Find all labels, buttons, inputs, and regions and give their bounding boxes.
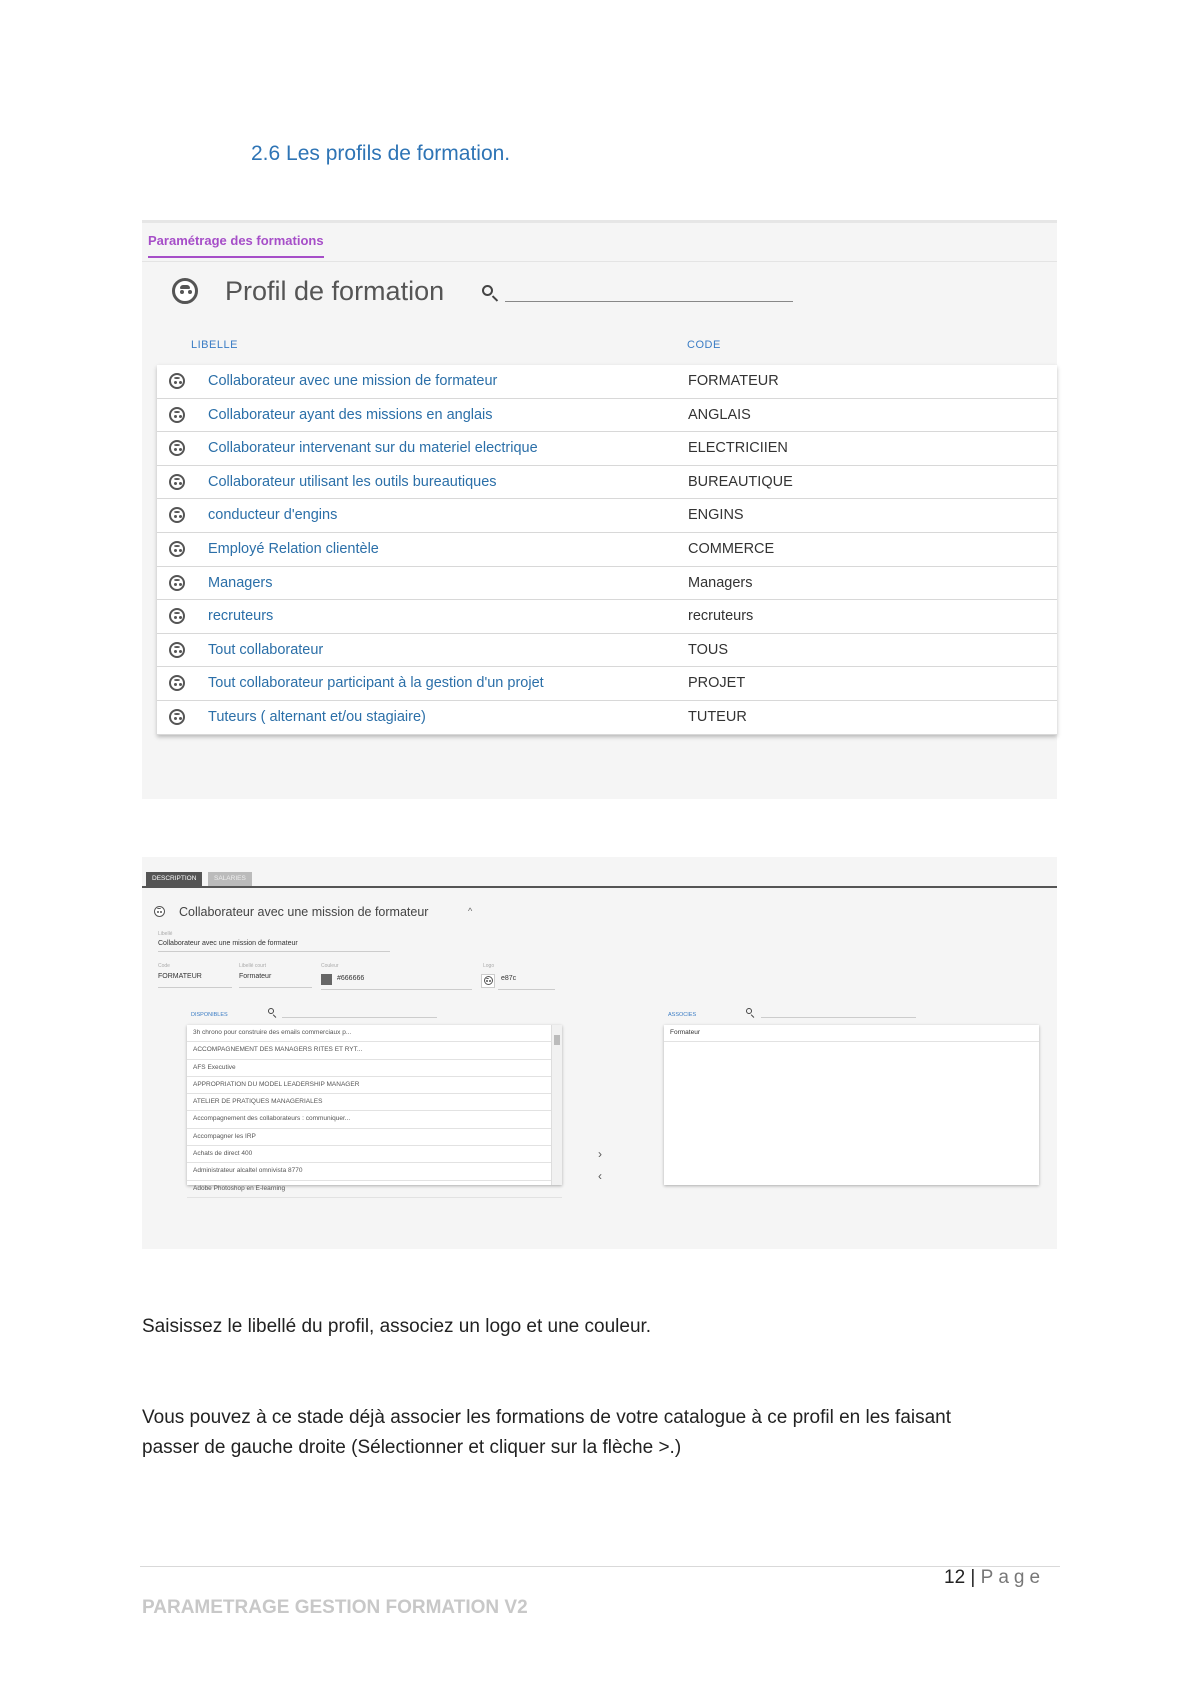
table-row[interactable] bbox=[157, 634, 1057, 668]
table-row[interactable] bbox=[157, 701, 1057, 735]
libelle-court-label: Libellé court bbox=[239, 963, 266, 969]
table-row[interactable] bbox=[157, 667, 1057, 701]
row-libelle[interactable]: conducteur d'engins bbox=[208, 507, 338, 524]
libelle-court-underline bbox=[239, 987, 312, 988]
page-number-value: 12 bbox=[944, 1567, 966, 1588]
page-number bbox=[944, 1567, 1045, 1589]
column-header-libelle[interactable]: LIBELLE bbox=[191, 339, 238, 351]
face-icon bbox=[169, 507, 185, 523]
disponibles-list[interactable] bbox=[187, 1025, 562, 1192]
row-libelle[interactable]: Tout collaborateur bbox=[208, 641, 324, 658]
face-icon bbox=[169, 575, 185, 591]
list-item[interactable]: Adobe Photoshop en E-learning bbox=[187, 1181, 562, 1198]
logo-underline bbox=[498, 989, 555, 990]
profile-table bbox=[157, 365, 1057, 735]
list-item[interactable]: Formateur bbox=[664, 1025, 1039, 1042]
face-icon bbox=[169, 373, 185, 389]
row-libelle[interactable]: recruteurs bbox=[208, 608, 274, 625]
face-icon bbox=[169, 440, 185, 456]
footer-title: PARAMETRAGE GESTION FORMATION V2 bbox=[142, 1597, 528, 1618]
table-row[interactable] bbox=[157, 567, 1057, 601]
row-code: BUREAUTIQUE bbox=[688, 473, 793, 490]
footer-divider bbox=[140, 1566, 1060, 1567]
move-right-button[interactable]: › bbox=[598, 1147, 602, 1161]
list-item[interactable]: ACCOMPAGNEMENT DES MANAGERS RITES ET RYT... bbox=[187, 1042, 562, 1059]
profile-face-icon bbox=[154, 906, 165, 917]
couleur-label: Couleur bbox=[321, 963, 339, 969]
row-libelle[interactable]: Collaborateur utilisant les outils bureautiques bbox=[208, 473, 497, 490]
column-header-code[interactable]: CODE bbox=[687, 339, 721, 351]
disponibles-search-input[interactable] bbox=[282, 1017, 437, 1018]
search-icon[interactable] bbox=[746, 1008, 752, 1014]
list-item[interactable]: Accompagner les IRP bbox=[187, 1129, 562, 1146]
row-code: TUTEUR bbox=[688, 708, 747, 725]
row-libelle[interactable]: Employé Relation clientèle bbox=[208, 540, 379, 557]
instruction-paragraph-line1: Vous pouvez à ce stade déjà associer les formations de votre catalogue à ce profil en les faisant bbox=[142, 1407, 952, 1428]
list-item[interactable]: Accompagnement des collaborateurs : communiquer... bbox=[187, 1111, 562, 1128]
libelle-court-field[interactable]: Formateur bbox=[239, 973, 272, 980]
search-icon[interactable] bbox=[268, 1008, 274, 1014]
tab-divider bbox=[142, 261, 1057, 262]
row-libelle[interactable]: Collaborateur ayant des missions en anglais bbox=[208, 406, 493, 423]
face-icon bbox=[169, 675, 185, 691]
page-title: Profil de formation bbox=[225, 276, 445, 306]
code-label: Code bbox=[158, 963, 170, 969]
detail-title: Collaborateur avec une mission de formateur bbox=[179, 905, 429, 919]
row-libelle[interactable]: Managers bbox=[208, 574, 273, 591]
logo-field[interactable]: e87c bbox=[501, 975, 517, 982]
table-row[interactable] bbox=[157, 399, 1057, 433]
libelle-label: Libellé bbox=[158, 931, 173, 937]
couleur-underline bbox=[321, 989, 472, 990]
associes-search-input[interactable] bbox=[761, 1017, 916, 1018]
face-icon bbox=[169, 608, 185, 624]
associes-list[interactable] bbox=[664, 1025, 1039, 1185]
profile-list-screenshot bbox=[142, 220, 1057, 799]
row-code: TOUS bbox=[688, 641, 729, 658]
row-libelle[interactable]: Tuteurs ( alternant et/ou stagiaire) bbox=[208, 708, 426, 725]
scrollbar-thumb[interactable] bbox=[554, 1035, 560, 1045]
row-code: ELECTRICIIEN bbox=[688, 440, 788, 457]
profile-face-icon bbox=[172, 278, 198, 304]
table-row[interactable] bbox=[157, 365, 1057, 399]
tab-parametrage-formations[interactable]: Paramétrage des formations bbox=[148, 233, 324, 258]
list-item[interactable]: 3h chrono pour construire des emails commerciaux p... bbox=[187, 1025, 562, 1042]
libelle-field[interactable]: Collaborateur avec une mission de formateur bbox=[158, 940, 298, 947]
table-row[interactable] bbox=[157, 533, 1057, 567]
couleur-field[interactable]: #666666 bbox=[337, 975, 365, 982]
table-row[interactable] bbox=[157, 499, 1057, 533]
list-item[interactable]: Achats de direct 400 bbox=[187, 1146, 562, 1163]
row-code: ANGLAIS bbox=[688, 406, 751, 423]
face-icon bbox=[169, 642, 185, 658]
color-swatch[interactable] bbox=[321, 974, 332, 985]
row-libelle[interactable]: Collaborateur intervenant sur du materiel electrique bbox=[208, 440, 538, 457]
row-code: PROJET bbox=[688, 675, 746, 692]
row-code: COMMERCE bbox=[688, 540, 775, 557]
tab-description[interactable]: DESCRIPTION bbox=[146, 872, 202, 886]
row-code: Managers bbox=[688, 574, 753, 591]
tab-divider bbox=[142, 886, 1057, 888]
instruction-paragraph: Saisissez le libellé du profil, associez un logo et une couleur. bbox=[142, 1316, 652, 1337]
scrollbar[interactable] bbox=[551, 1025, 562, 1185]
tab-salaries[interactable]: SALARIES bbox=[208, 872, 252, 886]
table-row[interactable] bbox=[157, 432, 1057, 466]
row-code: ENGINS bbox=[688, 507, 744, 524]
row-libelle[interactable]: Tout collaborateur participant à la gestion d'un projet bbox=[208, 675, 544, 692]
libelle-underline bbox=[158, 951, 390, 952]
table-row[interactable] bbox=[157, 466, 1057, 500]
section-title: 2.6 Les profils de formation. bbox=[251, 142, 511, 165]
code-field[interactable]: FORMATEUR bbox=[158, 973, 202, 980]
face-icon bbox=[169, 407, 185, 423]
face-icon bbox=[484, 976, 493, 985]
move-left-button[interactable]: ‹ bbox=[598, 1169, 602, 1183]
search-icon[interactable] bbox=[482, 285, 493, 296]
list-item[interactable]: APPROPRIATION DU MODEL LEADERSHIP MANAGER bbox=[187, 1077, 562, 1094]
associes-header: ASSOCIES bbox=[668, 1012, 697, 1018]
search-input[interactable] bbox=[505, 301, 793, 302]
list-item[interactable]: AFS Executive bbox=[187, 1060, 562, 1077]
row-libelle[interactable]: Collaborateur avec une mission de formateur bbox=[208, 373, 498, 389]
page-separator: | bbox=[970, 1567, 976, 1588]
row-code: FORMATEUR bbox=[688, 373, 779, 389]
page-word: Page bbox=[980, 1567, 1046, 1588]
face-icon bbox=[169, 541, 185, 557]
logo-label: Logo bbox=[483, 963, 495, 969]
face-icon bbox=[169, 709, 185, 725]
row-code: recruteurs bbox=[688, 608, 754, 625]
chevron-up-icon[interactable]: ^ bbox=[468, 906, 473, 916]
disponibles-header: DISPONIBLES bbox=[191, 1012, 228, 1018]
list-item[interactable]: ATELIER DE PRATIQUES MANAGERIALES bbox=[187, 1094, 562, 1111]
table-row[interactable] bbox=[157, 600, 1057, 634]
instruction-paragraph-line2: passer de gauche droite (Sélectionner et cliquer sur la flèche >.) bbox=[142, 1437, 682, 1458]
profile-detail-screenshot bbox=[142, 857, 1057, 1249]
code-underline bbox=[158, 987, 232, 988]
face-icon bbox=[169, 474, 185, 490]
list-item[interactable]: Administrateur alcaltel omnivista 8770 bbox=[187, 1163, 562, 1180]
